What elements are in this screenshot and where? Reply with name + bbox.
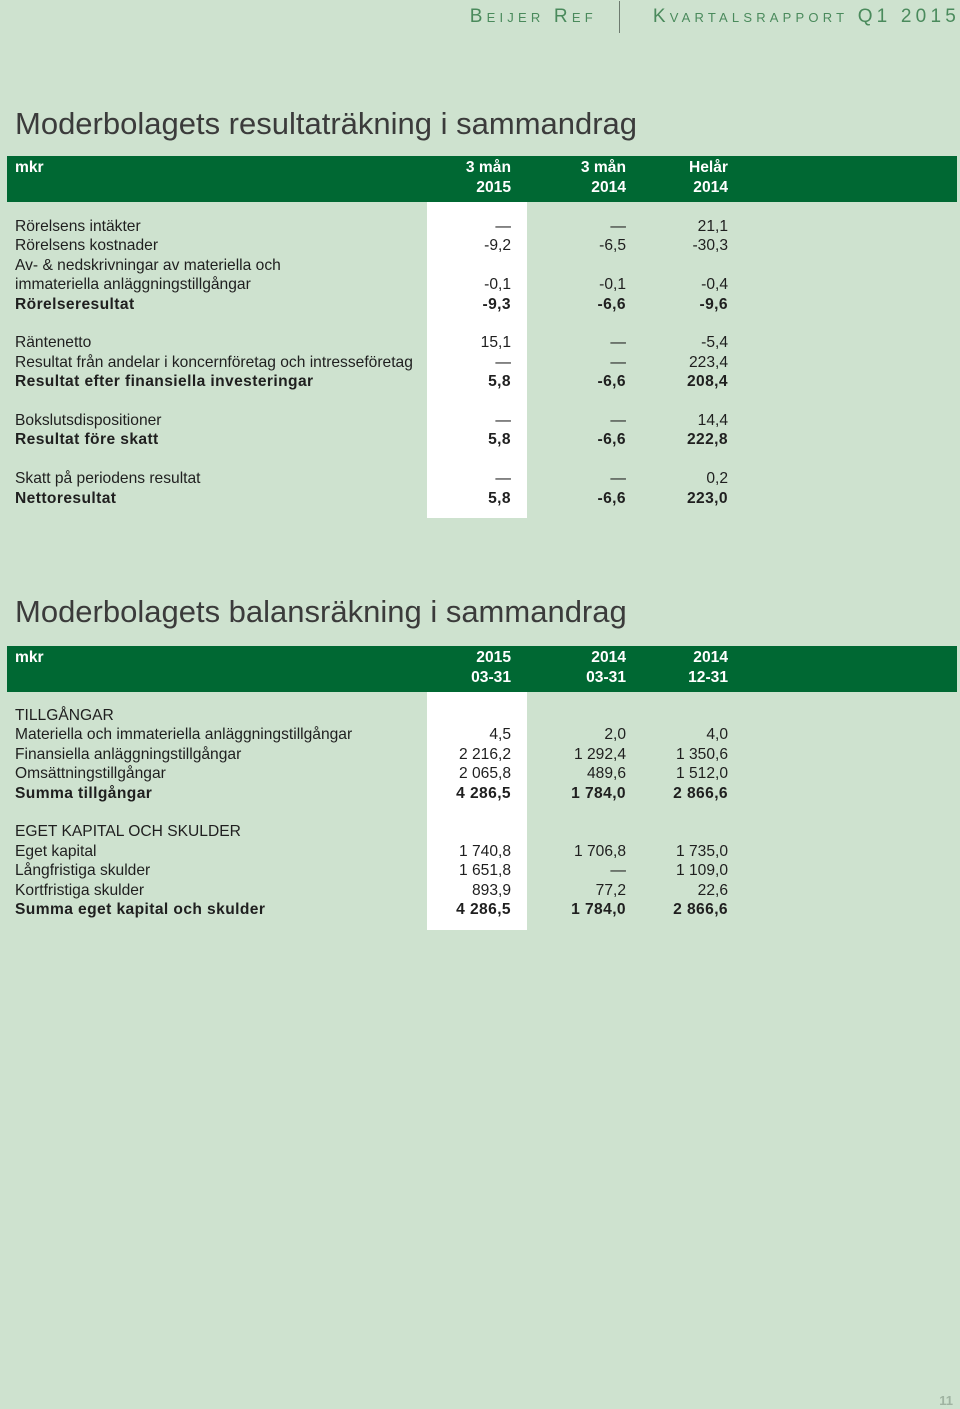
value-full-year-2014: 223,0 xyxy=(686,489,728,507)
header-divider xyxy=(619,1,620,33)
value-2014-12-31: 22,6 xyxy=(697,881,728,899)
column-header-line: 3 mån xyxy=(465,159,511,176)
column-header-2015-03-31 xyxy=(427,648,527,688)
column-header-line: Helår xyxy=(688,159,728,176)
value-q1-2015: -9,3 xyxy=(482,295,511,313)
table-section xyxy=(7,333,957,391)
value-full-year-2014: -30,3 xyxy=(692,237,728,255)
balance-sheet-table xyxy=(7,646,957,930)
section-heading: EGET KAPITAL OCH SKULDER xyxy=(15,823,241,841)
value-q1-2015: 15,1 xyxy=(480,334,511,352)
value-q1-2014: -0,1 xyxy=(599,276,626,294)
value-2014-03-31: 489,6 xyxy=(586,765,626,783)
value-q1-2014: -6,6 xyxy=(597,489,626,507)
table-section xyxy=(7,706,957,803)
table-row xyxy=(7,353,957,372)
value-q1-2014: — xyxy=(610,353,626,371)
value-2014-03-31: — xyxy=(610,862,626,880)
page-number: 11 xyxy=(939,1393,953,1408)
row-label: Summa tillgångar xyxy=(15,784,153,802)
value-full-year-2014: 208,4 xyxy=(686,373,728,391)
value-q1-2015: — xyxy=(495,218,511,235)
value-full-year-2014: 0,2 xyxy=(706,470,728,488)
row-label: Eget kapital xyxy=(15,842,97,860)
value-2014-03-31: 1 292,4 xyxy=(573,745,626,763)
value-2014-12-31: 2 866,6 xyxy=(673,784,728,802)
subtotal-row xyxy=(7,295,957,314)
table-row xyxy=(7,725,957,744)
column-header-line: 2015 xyxy=(476,649,511,666)
column-header-line: 2015 xyxy=(476,179,511,196)
value-q1-2014: -6,6 xyxy=(597,431,626,449)
row-label: Rörelsens kostnader xyxy=(15,237,159,255)
column-header-line: 12-31 xyxy=(688,669,728,686)
value-2014-12-31: 4,0 xyxy=(706,726,728,744)
value-2015-03-31: 1 651,8 xyxy=(458,862,511,880)
row-label: Rörelseresultat xyxy=(15,295,135,313)
value-2015-03-31: 2 216,2 xyxy=(458,745,511,763)
value-full-year-2014: -9,6 xyxy=(699,295,728,313)
value-2014-12-31: 1 109,0 xyxy=(675,862,728,880)
subtotal-row xyxy=(7,784,957,803)
table-row xyxy=(7,236,957,255)
column-header-line: 3 mån xyxy=(580,159,626,176)
value-2015-03-31: 1 740,8 xyxy=(458,842,511,860)
report-name: Kvartalsrapport Q1 2015 xyxy=(652,6,960,27)
table-row xyxy=(7,764,957,783)
column-header-unit: mkr xyxy=(15,649,44,666)
value-2014-12-31: 1 735,0 xyxy=(675,842,728,860)
subtotal-row xyxy=(7,430,957,449)
value-2014-12-31: 1 350,6 xyxy=(675,745,728,763)
value-full-year-2014: 14,4 xyxy=(697,412,728,430)
value-2014-12-31: 2 866,6 xyxy=(673,901,728,919)
value-2014-03-31: 77,2 xyxy=(595,881,626,899)
value-q1-2015: -0,1 xyxy=(484,276,511,294)
column-header-q1-2015 xyxy=(427,158,527,198)
column-header-line: 2014 xyxy=(693,649,728,666)
value-q1-2014: — xyxy=(610,412,626,430)
row-label: Resultat före skatt xyxy=(15,431,159,449)
section-title: Moderbolagets resultaträkning i sammandrag xyxy=(15,106,638,141)
value-q1-2015: 5,8 xyxy=(488,431,511,449)
value-q1-2014: -6,6 xyxy=(597,373,626,391)
row-label: Resultat från andelar i koncernföretag och intresseföretag xyxy=(15,353,413,371)
table-body xyxy=(7,202,957,518)
value-full-year-2014: 223,4 xyxy=(688,353,728,371)
value-q1-2014: -6,6 xyxy=(597,295,626,313)
value-q1-2015: -9,2 xyxy=(484,237,511,255)
row-label: Skatt på periodens resultat xyxy=(15,470,201,488)
row-label: Nettoresultat xyxy=(15,489,117,507)
value-full-year-2014: 21,1 xyxy=(697,218,728,235)
value-q1-2015: — xyxy=(495,353,511,371)
value-2015-03-31: 4 286,5 xyxy=(456,901,511,919)
column-header-line: 03-31 xyxy=(586,669,626,686)
table-row xyxy=(7,256,957,295)
table-row xyxy=(7,881,957,900)
column-header-q1-2014 xyxy=(527,158,642,198)
company-name: Beijer Ref xyxy=(469,6,597,27)
table-row xyxy=(7,217,957,236)
row-label: Bokslutsdispositioner xyxy=(15,412,162,430)
income-statement-table xyxy=(7,156,957,518)
table-row xyxy=(7,469,957,488)
row-label: Kortfristiga skulder xyxy=(15,881,145,899)
value-2015-03-31: 4,5 xyxy=(489,726,511,744)
column-header-line: 03-31 xyxy=(471,669,511,686)
value-q1-2014: — xyxy=(610,218,626,235)
table-section xyxy=(7,411,957,450)
row-label: Räntenetto xyxy=(15,334,92,352)
row-label: Resultat efter finansiella investeringar xyxy=(15,373,314,391)
value-q1-2014: — xyxy=(610,470,626,488)
value-2014-12-31: 1 512,0 xyxy=(675,765,728,783)
value-2015-03-31: 2 065,8 xyxy=(458,765,511,783)
column-header-line: 2014 xyxy=(591,649,626,666)
row-label: Finansiella anläggningstillgångar xyxy=(15,745,242,763)
value-2014-03-31: 1 784,0 xyxy=(571,784,626,802)
column-header-full-year-2014 xyxy=(642,158,744,198)
table-section xyxy=(7,469,957,508)
section-title: Moderbolagets balansräkning i sammandrag xyxy=(15,594,627,629)
value-q1-2015: 5,8 xyxy=(488,489,511,507)
value-full-year-2014: -0,4 xyxy=(701,276,728,294)
table-row xyxy=(7,333,957,352)
column-header-2014-03-31 xyxy=(527,648,642,688)
column-header-line: 2014 xyxy=(693,179,728,196)
value-q1-2014: — xyxy=(610,334,626,352)
table-row xyxy=(7,411,957,430)
value-full-year-2014: 222,8 xyxy=(686,431,728,449)
table-section xyxy=(7,822,957,919)
column-header-2014-12-31 xyxy=(642,648,744,688)
value-2015-03-31: 893,9 xyxy=(471,881,511,899)
subtotal-row xyxy=(7,372,957,391)
row-label xyxy=(7,256,427,295)
column-header-unit: mkr xyxy=(15,159,44,176)
value-q1-2014: -6,5 xyxy=(599,237,626,255)
row-label: Omsättningstillgångar xyxy=(15,765,166,783)
section-heading: TILLGÅNGAR xyxy=(15,707,114,724)
table-header xyxy=(7,156,957,202)
table-section xyxy=(7,217,957,314)
row-label: Summa eget kapital och skulder xyxy=(15,901,266,919)
column-header-line: 2014 xyxy=(591,179,626,196)
value-2014-03-31: 1 784,0 xyxy=(571,901,626,919)
table-row xyxy=(7,861,957,880)
value-2014-03-31: 2,0 xyxy=(604,726,626,744)
table-row xyxy=(7,842,957,861)
value-q1-2015: — xyxy=(495,412,511,430)
table-header xyxy=(7,646,957,692)
row-label-line: immateriella anläggningstillgångar xyxy=(15,276,251,294)
subtotal-row xyxy=(7,489,957,508)
row-label-line: Av- & nedskrivningar av materiella och xyxy=(15,256,281,274)
row-label: Långfristiga skulder xyxy=(15,862,151,880)
table-body xyxy=(7,692,957,930)
value-q1-2015: 5,8 xyxy=(488,373,511,391)
row-label: Rörelsens intäkter xyxy=(15,218,141,235)
value-2015-03-31: 4 286,5 xyxy=(456,784,511,802)
row-label: Materiella och immateriella anläggningstillgångar xyxy=(15,726,353,744)
value-q1-2015: — xyxy=(495,470,511,488)
table-row xyxy=(7,745,957,764)
value-2014-03-31: 1 706,8 xyxy=(573,842,626,860)
running-head xyxy=(470,0,960,34)
value-full-year-2014: -5,4 xyxy=(701,334,728,352)
subtotal-row xyxy=(7,900,957,919)
